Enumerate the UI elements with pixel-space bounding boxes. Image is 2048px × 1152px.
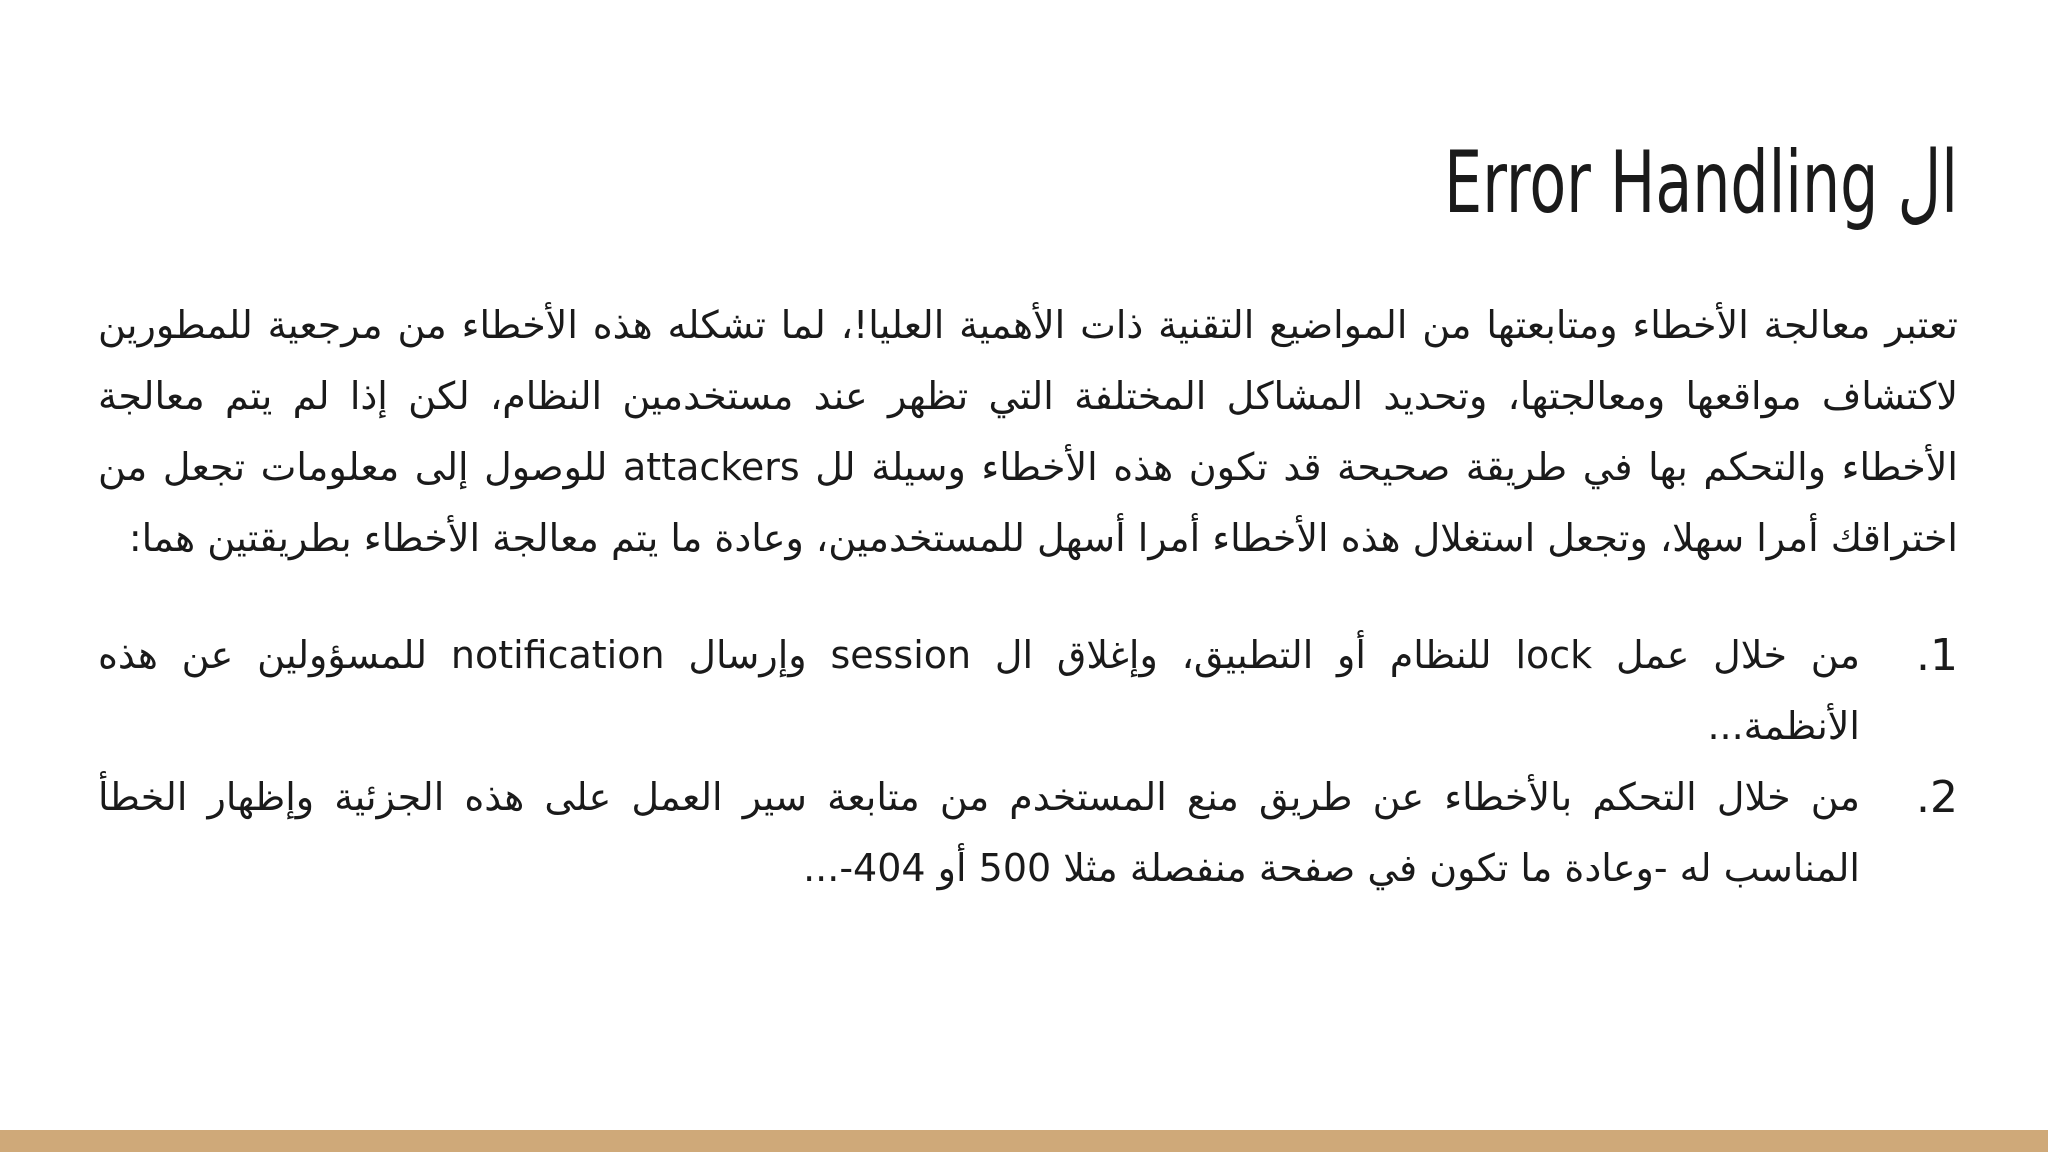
footer-accent-bar — [0, 1130, 2048, 1152]
list-item-number: 1. — [1916, 630, 1958, 681]
intro-paragraph: تعتبر معالجة الأخطاء ومتابعتها من المواضيع التقنية ذات الأهمية العليا!، لما تشكله هذه الأخطاء من مرجعية للمطورين لاكتشاف مواقعها ومعالجتها، وتحديد المشاكل المختلفة التي تظهر عند مستخدمين النظام، لكن إذا لم يتم معالجة الأخطاء والتحكم بها في طريقة صحيحة قد تكون هذه الأخطاء وسيلة لل attackers للوصول إلى معلومات تجعل من اختراقك أمرا سهلا، وتجعل استغلال هذه الأخطاء أمرا أسهل للمستخدمين، وعادة ما يتم معالجة الأخطاء بطريقتين هما: — [98, 303, 1958, 560]
list-item-text: من خلال عمل lock للنظام أو التطبيق، وإغلاق ال session وإرسال notification للمسؤولين عن هذه الأنظمة... — [98, 633, 1861, 748]
list-item — [98, 620, 1958, 762]
slide-title: ال Error Handling — [1444, 133, 1958, 233]
numbered-list — [98, 620, 1958, 904]
list-item-number: 2. — [1916, 772, 1958, 823]
list-item-text: من خلال التحكم بالأخطاء عن طريق منع المستخدم من متابعة سير العمل على هذه الجزئية وإظهار الخطأ المناسب له -وعادة ما تكون في صفحة منفصلة مثلا 500 أو 404-... — [98, 775, 1860, 890]
slide-body — [98, 290, 1958, 904]
list-item — [98, 762, 1958, 904]
